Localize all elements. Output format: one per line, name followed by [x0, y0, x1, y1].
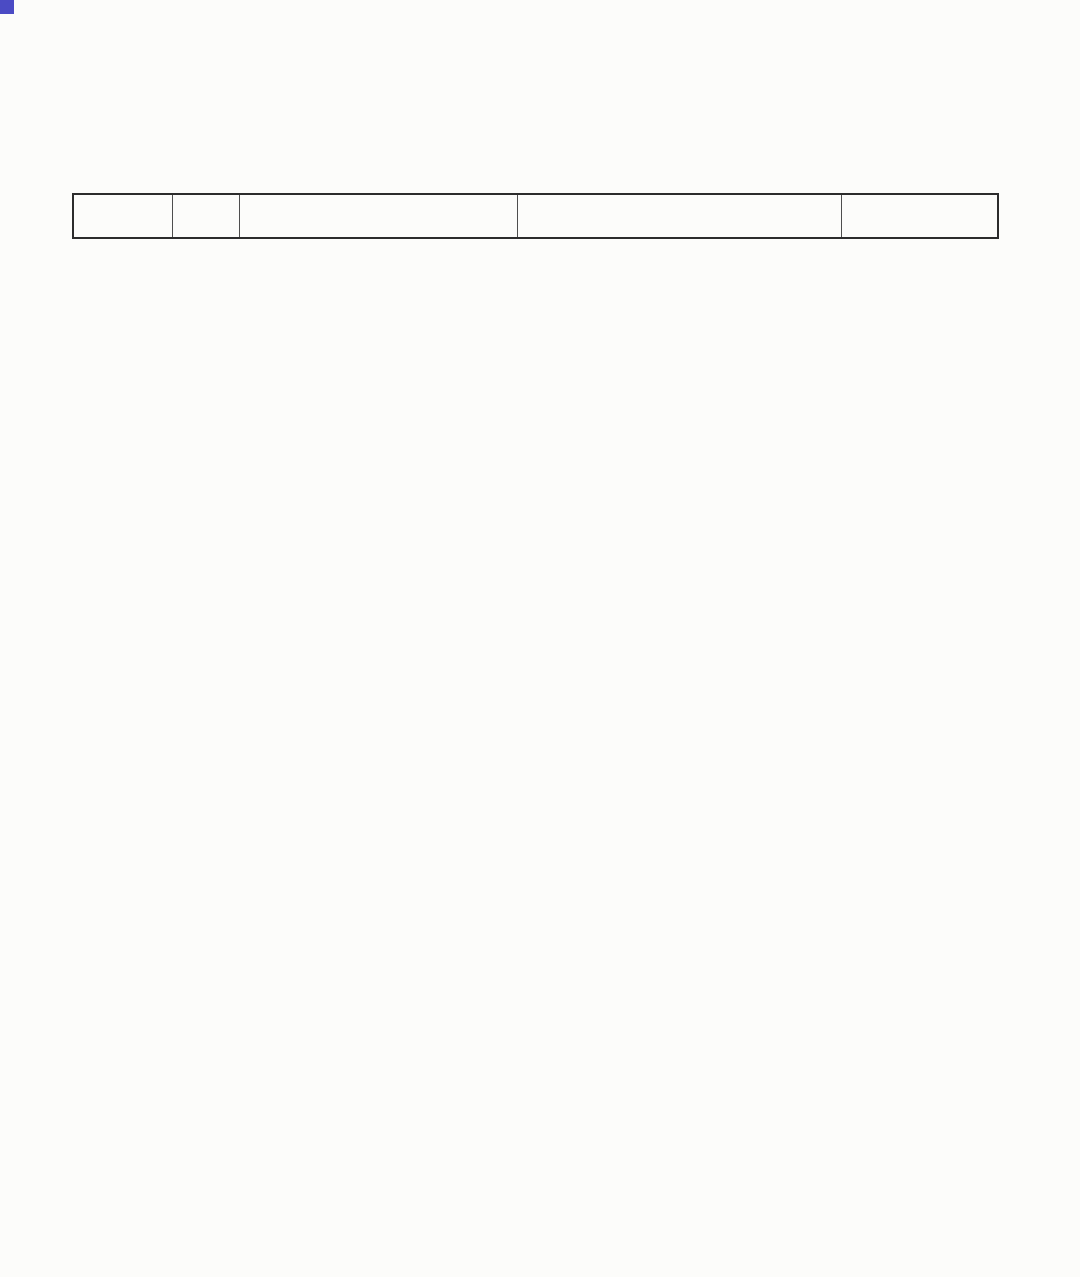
header-examples — [517, 194, 841, 238]
header-item — [239, 194, 517, 238]
header-category — [73, 194, 172, 238]
table-header-row — [73, 194, 998, 238]
highlight-box-inner-line — [0, 0, 2, 2]
highlight-box — [0, 0, 14, 14]
header-number — [172, 194, 239, 238]
header-requirement — [841, 194, 998, 238]
equipment-table — [72, 193, 999, 239]
